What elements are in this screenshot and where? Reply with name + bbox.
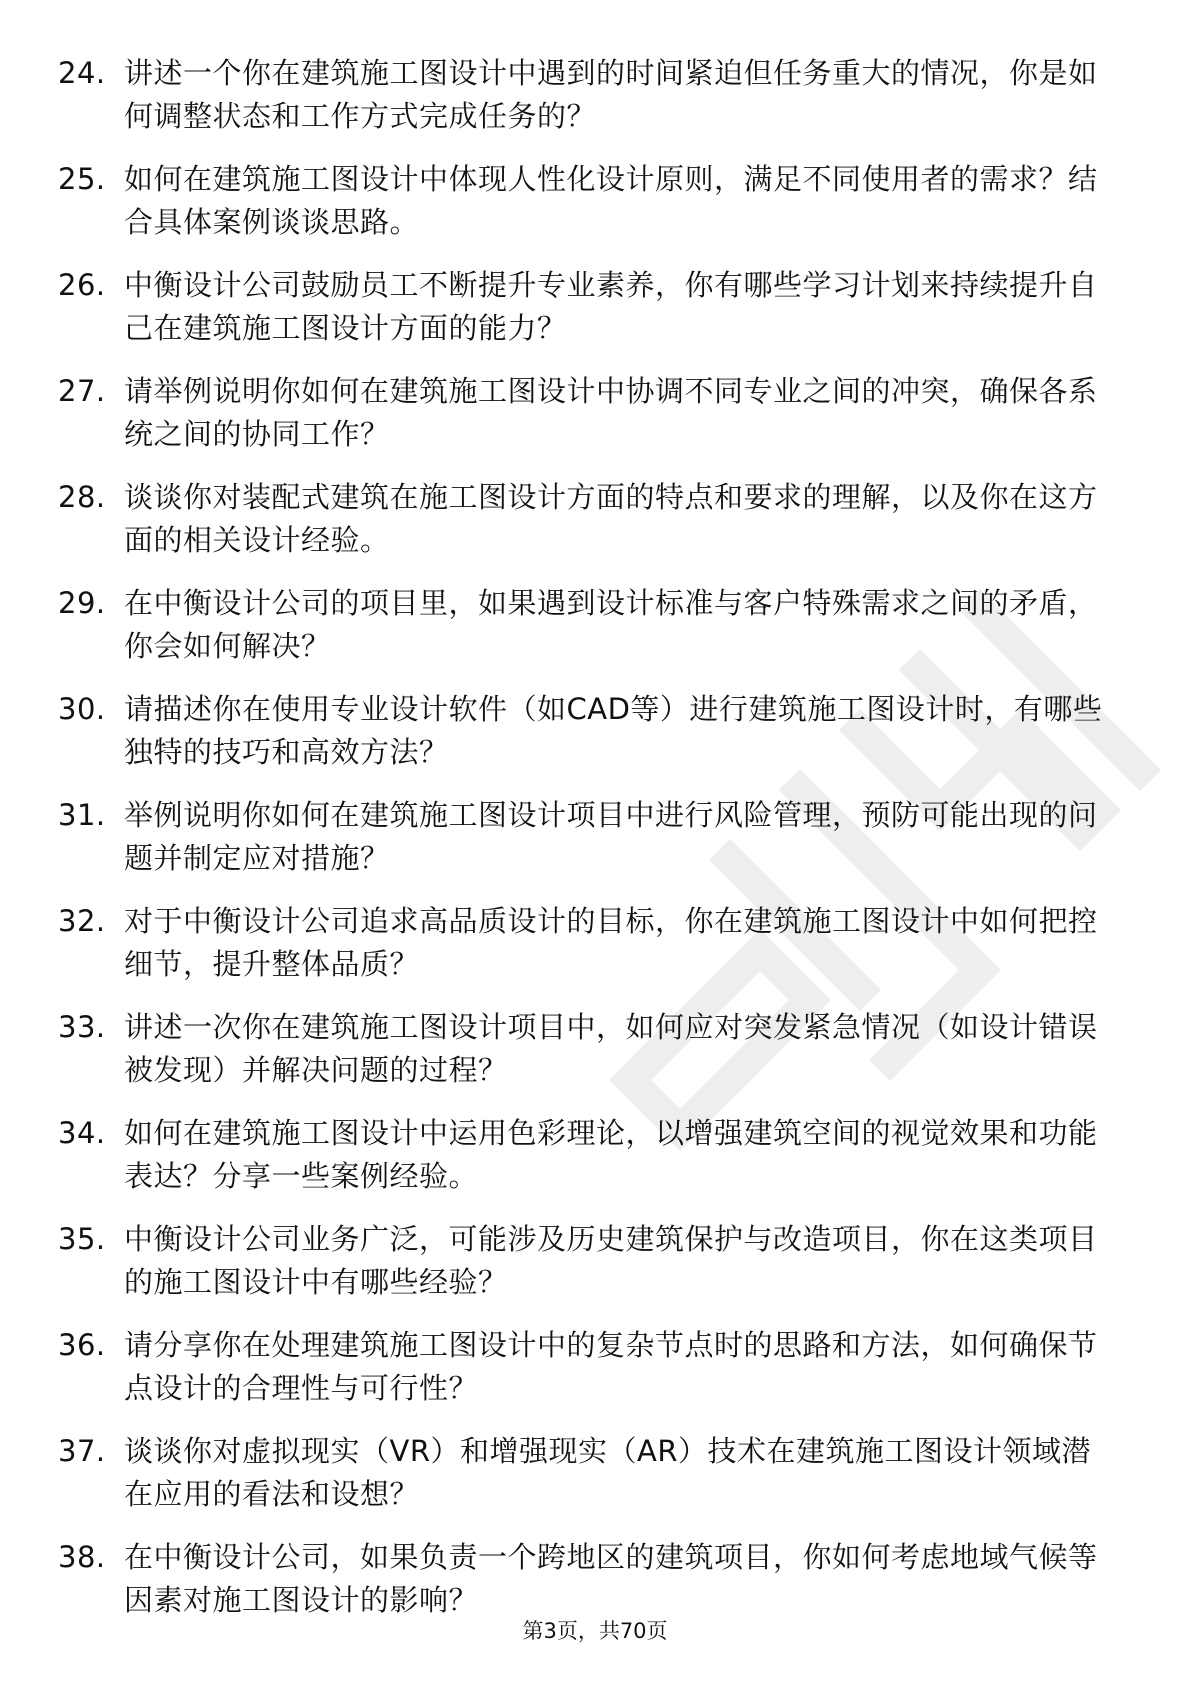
question-item: [58, 1536, 1118, 1622]
question-item: [58, 370, 1118, 456]
question-item: [58, 1430, 1118, 1516]
question-item: [58, 1324, 1118, 1410]
question-text: 对于中衡设计公司追求高品质设计的目标，你在建筑施工图设计中如何把控细节，提升整体品质？: [124, 904, 1098, 981]
question-text: 讲述一次你在建筑施工图设计项目中，如何应对突发紧急情况（如设计错误被发现）并解决问题的过程？: [124, 1010, 1098, 1087]
question-number: 29.: [58, 586, 106, 620]
question-text: 讲述一个你在建筑施工图设计中遇到的时间紧迫但任务重大的情况，你是如何调整状态和工作方式完成任务的？: [124, 56, 1098, 133]
question-number: 33.: [58, 1010, 106, 1044]
page-number-label: 第3页，共70页: [522, 1619, 668, 1643]
question-item: [58, 1218, 1118, 1304]
question-item: [58, 900, 1118, 986]
question-number: 25.: [58, 162, 106, 196]
question-text: 谈谈你对装配式建筑在施工图设计方面的特点和要求的理解，以及你在这方面的相关设计经验。: [124, 480, 1098, 557]
question-item: [58, 1006, 1118, 1092]
question-item: [58, 794, 1118, 880]
question-number: 38.: [58, 1540, 106, 1574]
question-text: 举例说明你如何在建筑施工图设计项目中进行风险管理，预防可能出现的问题并制定应对措施？: [124, 798, 1098, 875]
page-footer: [0, 1616, 1190, 1646]
question-number: 32.: [58, 904, 106, 938]
question-text: 中衡设计公司业务广泛，可能涉及历史建筑保护与改造项目，你在这类项目的施工图设计中有哪些经验？: [124, 1222, 1098, 1299]
question-number: 37.: [58, 1434, 106, 1468]
question-item: [58, 688, 1118, 774]
question-text: 请分享你在处理建筑施工图设计中的复杂节点时的思路和方法，如何确保节点设计的合理性与可行性？: [124, 1328, 1098, 1405]
question-item: [58, 264, 1118, 350]
question-text: 在中衡设计公司的项目里，如果遇到设计标准与客户特殊需求之间的矛盾，你会如何解决？: [124, 586, 1098, 663]
question-number: 36.: [58, 1328, 106, 1362]
question-text: 请描述你在使用专业设计软件（如CAD等）进行建筑施工图设计时，有哪些独特的技巧和高效方法？: [124, 692, 1103, 769]
question-number: 30.: [58, 692, 106, 726]
question-number: 34.: [58, 1116, 106, 1150]
question-number: 35.: [58, 1222, 106, 1256]
question-item: [58, 158, 1118, 244]
question-item: [58, 582, 1118, 668]
question-item: [58, 476, 1118, 562]
question-text: 谈谈你对虚拟现实（VR）和增强现实（AR）技术在建筑施工图设计领域潜在应用的看法和设想？: [124, 1434, 1091, 1511]
question-number: 28.: [58, 480, 106, 514]
question-text: 如何在建筑施工图设计中运用色彩理论，以增强建筑空间的视觉效果和功能表达？分享一些案例经验。: [124, 1116, 1098, 1193]
question-item: [58, 52, 1118, 138]
question-text: 请举例说明你如何在建筑施工图设计中协调不同专业之间的冲突，确保各系统之间的协同工作？: [124, 374, 1098, 451]
question-item: [58, 1112, 1118, 1198]
question-number: 27.: [58, 374, 106, 408]
question-number: 24.: [58, 56, 106, 90]
question-text: 在中衡设计公司，如果负责一个跨地区的建筑项目，你如何考虑地域气候等因素对施工图设计的影响？: [124, 1540, 1098, 1617]
question-list: [58, 52, 1118, 1642]
question-number: 31.: [58, 798, 106, 832]
question-number: 26.: [58, 268, 106, 302]
question-text: 中衡设计公司鼓励员工不断提升专业素养，你有哪些学习计划来持续提升自己在建筑施工图设计方面的能力？: [124, 268, 1098, 345]
question-text: 如何在建筑施工图设计中体现人性化设计原则，满足不同使用者的需求？结合具体案例谈谈思路。: [124, 162, 1098, 239]
